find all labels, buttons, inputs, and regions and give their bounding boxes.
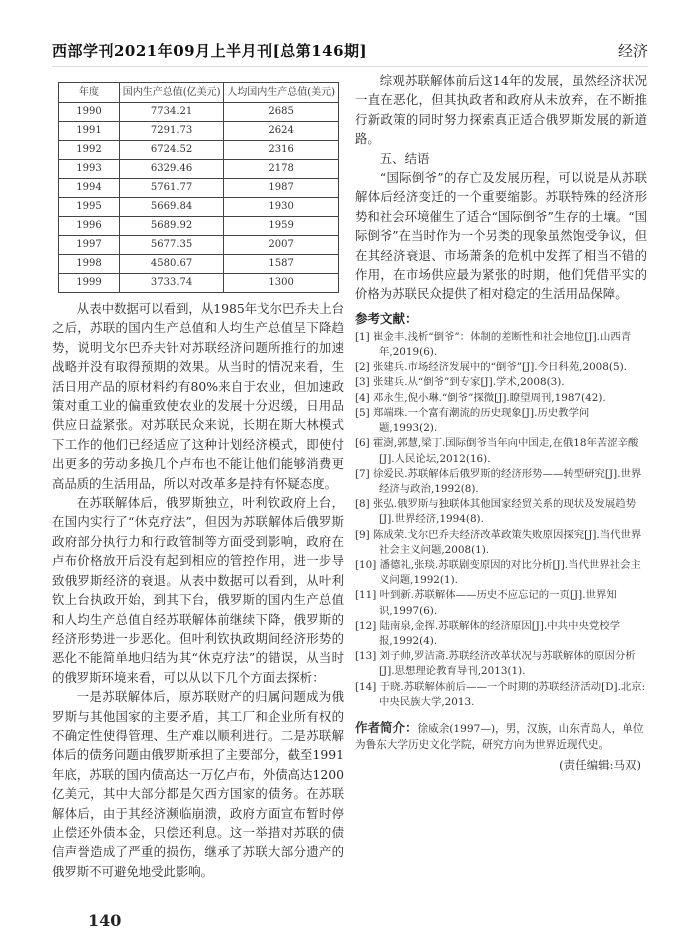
table-header: 国内生产总值(亿美元): [120, 83, 224, 103]
table-cell: 6329.46: [120, 160, 224, 179]
table-cell: 1995: [59, 198, 120, 217]
table-cell: 1987: [224, 179, 339, 198]
table-header: 年度: [59, 83, 120, 103]
reference-item: [3] 张建兵.从“倒爷”到专家[J].学术,2008(3).: [355, 376, 565, 389]
reference-item: [12] 陆南泉,金挥.苏联解体的经济原因[J].中共中央党校学报,1992(4).: [355, 619, 621, 647]
references-title: 参考文献：: [355, 310, 418, 326]
table-cell: 1587: [224, 255, 339, 274]
table-cell: 1993: [59, 160, 120, 179]
table-row: [59, 236, 339, 255]
table-cell: 1959: [224, 217, 339, 236]
section-label: 经济: [617, 42, 648, 60]
reference-item: [7] 徐爱民.苏联解体后俄罗斯的经济形势——转型研究[J].世界经济与政治,1992(8).: [355, 467, 642, 495]
table-cell: 5761.77: [120, 179, 224, 198]
paragraph: 在苏联解体后，俄罗斯独立，叶利钦政府上台，在国内实行了“休克疗法”，但因为苏联解体后俄罗斯政府部分执行力和行政管制等方面受到影响，政府在卢布价格放开后没有起到相应的管控作用，进一步导致俄罗斯经济的衰退。从表中数据可以看到，从叶利钦上台执政开始，到其下台，俄罗斯的国内生产总值和人均生产总值自经苏联解体前继续下降，俄罗斯的经济形势进一步恶化。但叶利钦执政期间经济形势的恶化不能简单地归结为其“休克疗法”的错误，从当时的俄罗斯环境来看，可以从以下几个方面去探析：: [52, 495, 344, 685]
table-cell: 2178: [224, 160, 339, 179]
table-cell: 1997: [59, 236, 120, 255]
table-cell: 1992: [59, 141, 120, 160]
table-cell: 7734.21: [120, 103, 224, 122]
left-column: [52, 82, 344, 881]
right-column: [355, 71, 647, 773]
table-cell: 1994: [59, 179, 120, 198]
reference-item: [4] 邓永生,倪小琳.“倒爷”探微[J].瞭望周刊,1987(42).: [355, 391, 606, 404]
table-row: [59, 179, 339, 198]
table-cell: 5669.84: [120, 198, 224, 217]
right-column-body: [355, 71, 647, 304]
table-row: [59, 141, 339, 160]
table-cell: 2007: [224, 236, 339, 255]
reference-item: [14] 于晓.苏联解体前后——一个时期的苏联经济活动[D].北京:中央民族大学,2013.: [355, 680, 646, 708]
page-number: 140: [88, 911, 122, 930]
reference-item: [8] 张弘.俄罗斯与独联体其他国家经贸关系的现状及发展趋势[J].世界经济,1994(8).: [355, 498, 637, 526]
section-heading: 五、结语: [379, 150, 430, 166]
reference-item: [2] 张建兵.市场经济发展中的“倒爷”[J].今日科苑,2008(5).: [355, 361, 627, 374]
table-cell: 1998: [59, 255, 120, 274]
author-bio-text: 徐威余(1997—)，男，汉族，山东青岛人，单位为鲁东大学历史文化学院，研究方向为世界近现代史。: [355, 722, 644, 751]
gdp-table: [58, 82, 339, 293]
table-cell: 5689.92: [120, 217, 224, 236]
table-row: [59, 160, 339, 179]
table-cell: 2685: [224, 103, 339, 122]
table-header: 人均国内生产总值(美元): [224, 83, 339, 103]
table-cell: 1999: [59, 274, 120, 293]
responsible-editor: (责任编辑:马双): [559, 757, 641, 772]
table-cell: 6724.52: [120, 141, 224, 160]
paragraph: 从表中数据可以看到，从1985年戈尔巴乔夫上台之后，苏联的国内生产总值和人均生产总值呈下降趋势，说明戈尔巴乔夫针对苏联经济问题所推行的加速战略并没有取得预期的效果。从当时的情况来看，生活日用产品的原材料约有80%来自于农业，但加速政策对重工业的偏重致使农业的发展十分迟缓，日用品供应日益紧张。对苏联民众来说，长期在斯大林模式下工作的他们已经适应了这种计划经济模式，即使付出更多的劳动多换几个卢布也不能让他们能够消费更高品质的生活用品，所以对改革多是持有怀疑态度。: [52, 301, 344, 491]
left-column-body: [52, 299, 344, 881]
reference-item: [10] 潘德礼,张琰.苏联剧变原因的对比分析[J].当代世界社会主义问题,1992(1).: [355, 558, 641, 587]
reference-item: [13] 刘子帅,罗洁斋.苏联经济改革状况与苏联解体的原因分析[J].思想理论教育导刊,2013(1).: [355, 650, 636, 678]
table-cell: 3733.74: [120, 274, 224, 293]
reference-item: [1] 崔金丰.浅析“倒爷”：体制的差断性和社会地位[J].山西青年,2019(6).: [355, 330, 632, 359]
table-row: [59, 217, 339, 236]
table-row: [59, 198, 339, 217]
author-bio-label: 作者简介：: [355, 719, 418, 735]
references-list: [355, 330, 647, 710]
table-row: [59, 274, 339, 293]
table-cell: 2316: [224, 141, 339, 160]
table-cell: 1990: [59, 103, 120, 122]
journal-header: 西部学刊2021年09月上半月刊[总第146期]: [52, 42, 368, 60]
table-cell: 1996: [59, 217, 120, 236]
reference-item: [5] 郑端珠.一个富有潮流的历史现象[J].历史教学问题,1993(2).: [355, 406, 590, 435]
table-cell: 2624: [224, 122, 339, 141]
table-row: [59, 103, 339, 122]
paragraph: “国际倒爷”的存亡及发展历程，可以说是从苏联解体后经济变迁的一个重要缩影。苏联特殊的经济形势和社会环境催生了适合“国际倒爷”生存的土壤。“国际倒爷”在当时作为一个另类的现象虽然饱受争议，但在其经济衰退、市场萧条的危机中发挥了相当不错的作用，在市场供应最为紧张的时期，他们凭借平实的价格为苏联民众提供了相对稳定的生活用品保障。: [355, 170, 647, 302]
table-header-row: [59, 83, 339, 103]
paragraph: 一是苏联解体后，原苏联财产的归属问题成为俄罗斯与其他国家的主要矛盾，其工厂和企业所有权的不确定性使得管理、生产难以顺利进行。二是苏联解体后的债务问题由俄罗斯承担了主要部分，截至1991年底，苏联的国内债高达一万亿卢布，外债高达1200亿美元，其中大部分都是欠西方国家的债务。在苏联解体后，由于其经济濒临崩溃，政府方面宣布暂时停止偿还外债本金，只偿还利息。这一举措对苏联的债信声誉造成了严重的损伤，继承了苏联大部分遗产的俄罗斯不可避免地受此影响。: [52, 689, 344, 879]
header-divider: [52, 66, 648, 67]
table-cell: 1300: [224, 274, 339, 293]
table-cell: 1930: [224, 198, 339, 217]
paragraph: 综观苏联解体前后这14年的发展，虽然经济状况一直在恶化，但其执政者和政府从未放弃，在不断推行新政策的同时努力探索真正适合俄罗斯发展的新道路。: [355, 73, 647, 147]
reference-item: [9] 陈成荣.戈尔巴乔夫经济改革政策失败原因探究[J].当代世界社会主义问题,2008(1).: [355, 528, 642, 556]
table-cell: 5677.35: [120, 236, 224, 255]
table-row: [59, 122, 339, 141]
author-bio: [355, 720, 647, 753]
table-row: [59, 255, 339, 274]
reference-item: [11] 叶到新.苏联解体——历史不应忘记的一页[J].世界知识,1997(6).: [355, 589, 617, 617]
table-cell: 4580.67: [120, 255, 224, 274]
table-cell: 1991: [59, 122, 120, 141]
table-cell: 7291.73: [120, 122, 224, 141]
reference-item: [6] 霍澍,郭慧,梁丁.国际倒爷当年向中国走,在俄18年苦涩辛酸[J].人民论坛,2012(16).: [355, 437, 639, 465]
